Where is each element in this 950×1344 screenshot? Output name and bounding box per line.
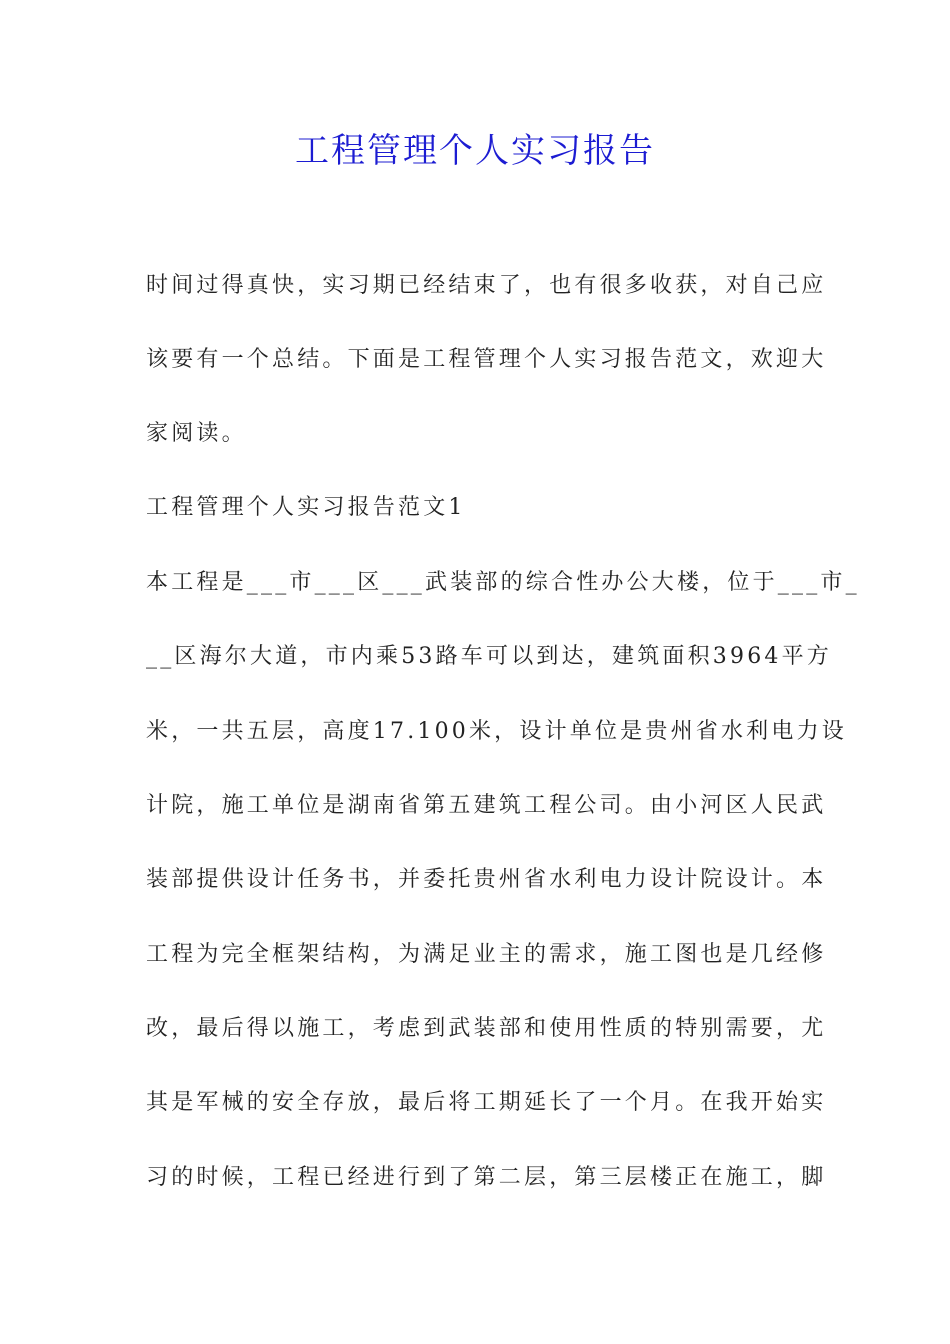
text-line: 该要有一个总结。下面是工程管理个人实习报告范文，欢迎大 [146, 347, 827, 372]
text-line: 时间过得真快，实习期已经结束了，也有很多收获，对自己应 [146, 273, 827, 298]
text-line: 装部提供设计任务书，并委托贵州省水利电力设计院设计。本 [146, 867, 827, 892]
text-line: 计院，施工单位是湖南省第五建筑工程公司。由小河区人民武 [146, 793, 827, 818]
text-line: 改，最后得以施工，考虑到武装部和使用性质的特别需要，尤 [146, 1016, 827, 1041]
text-line: 米，一共五层，高度17.100米，设计单位是贵州省水利电力设 [146, 719, 847, 744]
text-line: 工程为完全框架结构，为满足业主的需求，施工图也是几经修 [146, 942, 827, 967]
text-line: 家阅读。 [146, 421, 247, 446]
text-line: 本工程是___市___区___武装部的综合性办公大楼，位于___市_ [146, 570, 860, 595]
document-title: 工程管理个人实习报告 [295, 131, 655, 171]
section-heading: 工程管理个人实习报告范文1 [146, 495, 466, 520]
text-line: 习的时候，工程已经进行到了第二层，第三层楼正在施工，脚 [146, 1165, 827, 1190]
text-line: 其是军械的安全存放，最后将工期延长了一个月。在我开始实 [146, 1090, 827, 1115]
text-line: __区海尔大道，市内乘53路车可以到达，建筑面积3964平方 [146, 644, 832, 669]
